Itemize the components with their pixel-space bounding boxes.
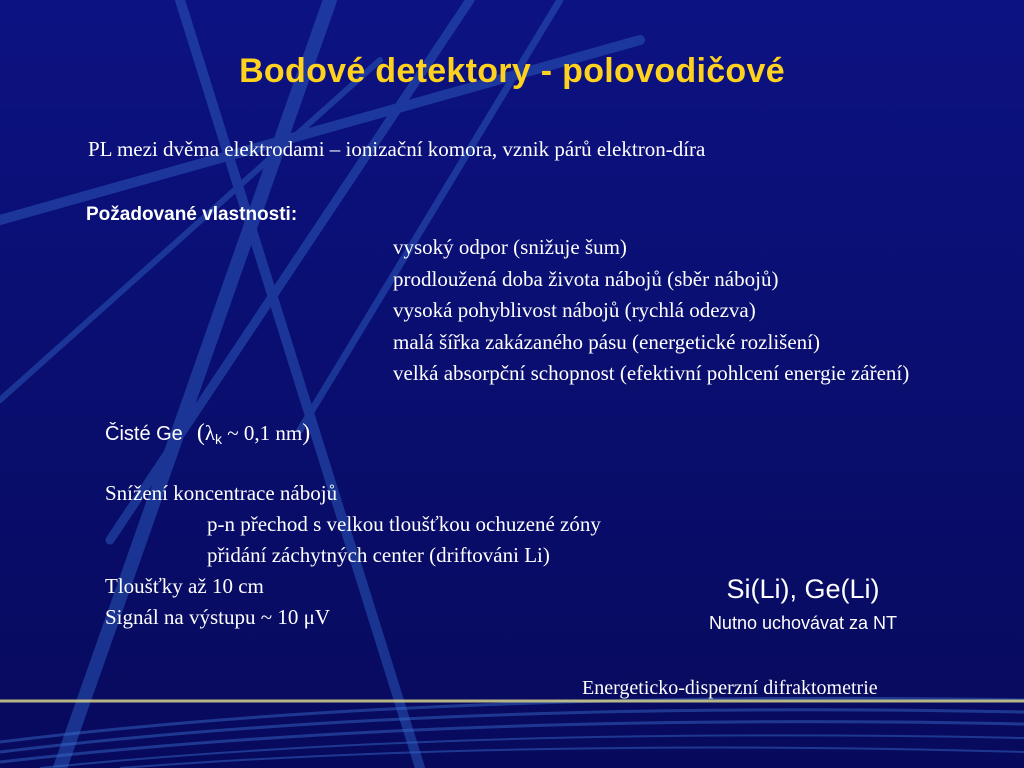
thickness-text: Tloušťky až 10 cm (105, 574, 264, 598)
signal-text: Signál na výstupu ~ 10 μV (105, 605, 331, 629)
page-title: Bodové detektory - polovodičové (239, 52, 785, 90)
list-item: malá šířka zakázaného pásu (energetické rozlišení) (393, 329, 820, 354)
lambda-subscript: k (215, 431, 222, 447)
open-paren: ( (196, 420, 205, 446)
lambda-symbol: λ (204, 421, 215, 445)
list-item: přidání záchytných center (driftováni Li) (207, 543, 550, 567)
requirements-heading: Požadované vlastnosti: (86, 204, 298, 225)
pure-ge-label: Čisté Ge (105, 423, 183, 445)
list-item: p-n přechod s velkou tloušťkou ochuzené zóny (207, 512, 601, 536)
list-item: prodloužená doba života nábojů (sběr nábojů) (393, 266, 779, 291)
requirements-list (393, 232, 909, 390)
reduction-heading: Snížení koncentrace nábojů (105, 481, 338, 505)
footer-text: Energeticko-disperzní difraktometrie (582, 677, 878, 699)
pure-ge-line (105, 420, 310, 447)
list-item: velká absorpční schopnost (efektivní pohlcení energie záření) (393, 361, 910, 385)
list-item: vysoký odpor (snižuje šum) (393, 235, 627, 259)
silicon-detector-name: Si(Li), Ge(Li) (726, 574, 880, 604)
intro-text: PL mezi dvěma elektrodami – ionizační komora, vznik párů elektron-díra (88, 137, 706, 161)
reduction-block (105, 478, 601, 633)
close-paren: ) (302, 420, 311, 446)
list-item: vysoká pohyblivost nábojů (rychlá odezva) (393, 298, 756, 322)
silicon-detector-note: Nutno uchovávat za NT (708, 613, 898, 633)
wavelength-value: ~ 0,1 nm (222, 421, 303, 445)
